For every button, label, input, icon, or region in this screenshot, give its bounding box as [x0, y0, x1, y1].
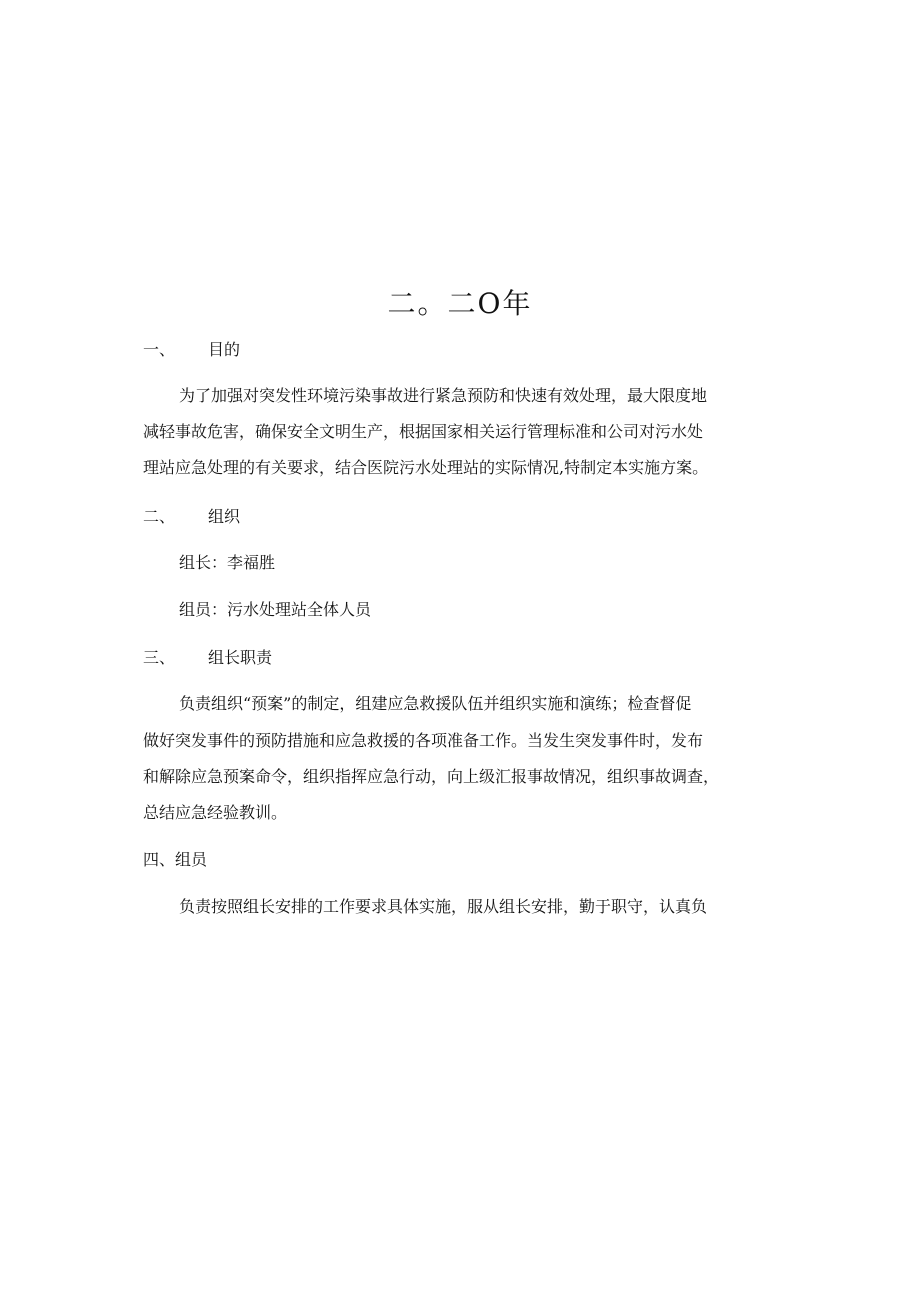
paragraph-line: 为了加强对突发性环境污染事故进行紧急预防和快速有效处理，最大限度地 — [179, 386, 708, 405]
section-title: 组长职责 — [208, 648, 273, 667]
paragraph-line: 和解除应急预案命令，组织指挥应急行动，向上级汇报事故情况，组织事故调查， — [143, 767, 720, 786]
team-members-line: 组员：污水处理站全体人员 — [179, 600, 372, 619]
section-number: 一、 — [143, 340, 176, 359]
section-heading-purpose — [143, 338, 240, 362]
paragraph-line: 总结应急经验教训。 — [143, 803, 288, 822]
section-number: 二、 — [143, 507, 176, 526]
paragraph-line: 负责按照组长安排的工作要求具体实施，服从组长安排，勤于职守，认真负 — [179, 897, 708, 916]
team-leader-line: 组长：李福胜 — [179, 553, 276, 572]
section-heading-leader-duties — [143, 646, 272, 670]
section-title: 目的 — [208, 340, 241, 359]
paragraph-line: 减轻事故危害，确保安全文明生产，根据国家相关运行管理标准和公司对污水处 — [143, 422, 704, 441]
paragraph-line: 做好突发事件的预防措施和应急救援的各项准备工作。当发生突发事件时，发布 — [143, 731, 704, 750]
section-heading-organization — [143, 505, 240, 529]
page-title: 二。二O年 — [387, 287, 533, 320]
section-number: 三、 — [143, 648, 176, 667]
paragraph-line: 负责组织“预案”的制定，组建应急救援队伍并组织实施和演练；检查督促 — [179, 694, 692, 713]
section-title: 组织 — [208, 507, 241, 526]
paragraph-line: 理站应急处理的有关要求，结合医院污水处理站的实际情况,特制定本实施方案。 — [143, 458, 709, 477]
section-number: 四、 — [143, 850, 176, 869]
section-title: 组员 — [175, 850, 208, 869]
section-heading-members — [143, 848, 207, 872]
